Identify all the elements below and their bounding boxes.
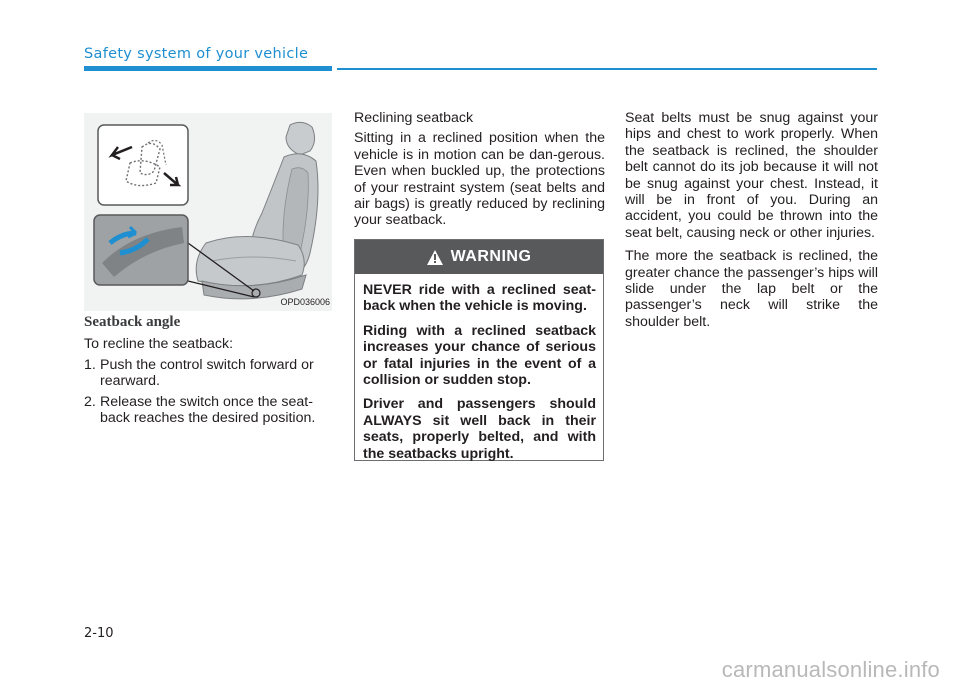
section-header-title: Safety system of your vehicle <box>84 46 309 62</box>
recline-steps-list <box>84 357 334 427</box>
step-number: 2. <box>84 393 96 410</box>
left-column <box>84 314 334 430</box>
warning-paragraph: NEVER ride with a reclined seat-back when the vehicle is moving. <box>363 282 596 315</box>
seatback-angle-heading: Seatback angle <box>84 314 181 330</box>
list-item <box>84 357 334 390</box>
figure-code: OPD036006 <box>280 297 330 307</box>
step-number: 1. <box>84 356 96 373</box>
step-text: Push the control switch forward or rearward. <box>100 356 314 390</box>
reclining-seatback-paragraph: Sitting in a reclined position when the vehicle is in motion can be dan-gerous. Even when buckled up, the protections of your restraint system (seat belts and air bags) is greatly reduced by reclining your seatback. <box>354 130 605 229</box>
reclining-seatback-heading: Reclining seatback <box>354 110 474 126</box>
seat-belt-paragraph: Seat belts must be snug against your hips and chest to work properly. When the seatback is reclined, the shoulder belt cannot do its job because it will not be snug against your chest. Instead, it will be in front of you. During an accident, you could be thrown into the seat belt, causing neck or other injuries. <box>625 110 878 241</box>
warning-label: WARNING <box>450 248 532 265</box>
page-number: 2-10 <box>84 626 114 641</box>
warning-paragraph: Driver and passengers should ALWAYS sit well back in their seats, properly belted, and with the seatbacks upright. <box>363 396 596 462</box>
right-column <box>625 110 878 337</box>
header-rule-line <box>337 68 877 70</box>
warning-paragraph: Riding with a reclined seatback increases your chance of serious or fatal injuries in the event of a collision or sudden stop. <box>363 322 596 389</box>
seat-recline-illustration <box>84 113 332 311</box>
recline-intro: To recline the seatback: <box>84 336 234 353</box>
warning-header <box>355 240 603 274</box>
warning-body <box>355 274 603 462</box>
seat-illustration-graphic <box>84 113 332 311</box>
middle-column <box>354 110 605 236</box>
watermark-text: carmanualsonline.info <box>721 657 940 682</box>
recline-risk-paragraph: The more the seatback is reclined, the greater chance the passenger’s hips will slide under the lap belt or the passenger’s neck will strike the shoulder belt. <box>625 248 878 330</box>
warning-box <box>354 239 604 461</box>
warning-triangle-icon <box>427 250 443 265</box>
list-item <box>84 394 334 427</box>
step-text: Release the switch once the seat-back reaches the desired position. <box>100 393 316 427</box>
header-rule-accent <box>84 66 332 71</box>
